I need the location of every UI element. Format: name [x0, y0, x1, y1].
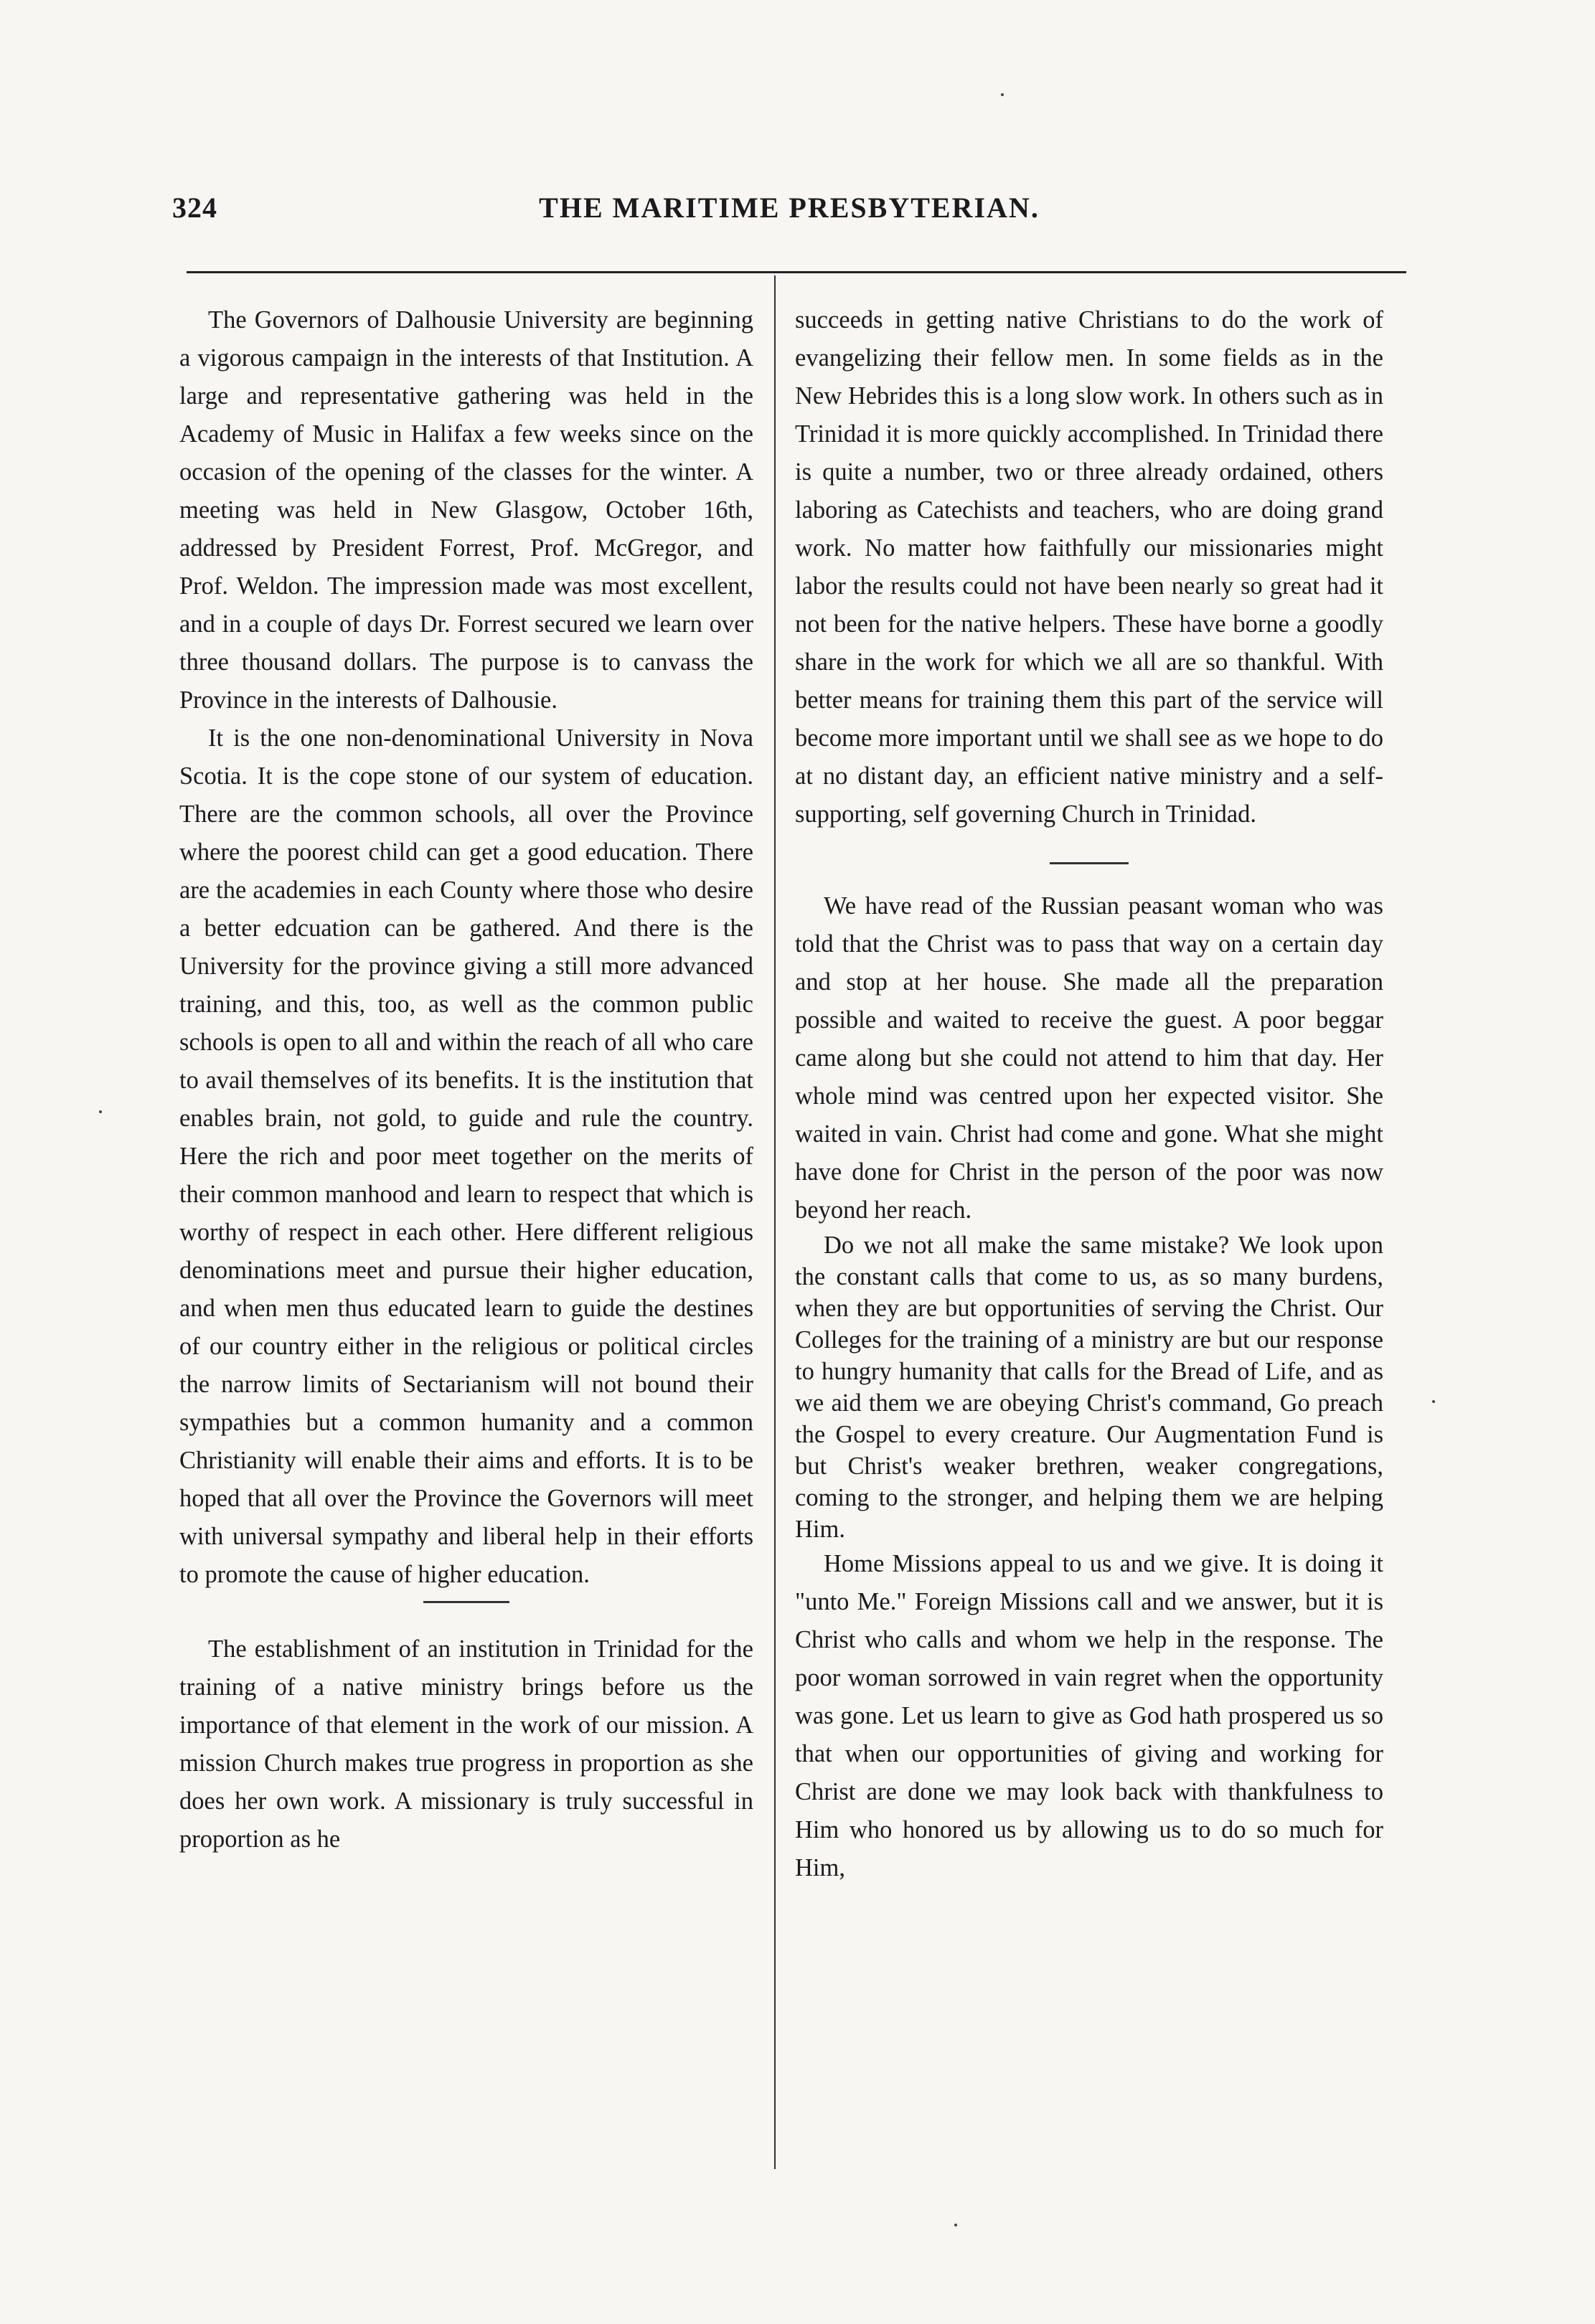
column-divider [774, 275, 776, 2169]
article-trinidad-continuation: succeeds in getting native Christians to do the work of evangelizing their fellow men. In some fields as in the New Hebrides this is a long slow work. In others such as in Trinidad it is more quickly accomplished. In Trinidad there is quite a number, two or three already ordained, others laboring as Catechists and teachers, who are doing grand work. No matter how faithfully our missionaries might labor the results could not have been nearly so great had it not been for the native helpers. These have borne a goodly share in the work for which we all are so thankful. With better means for training them this part of the service will become more important until we shall see as we hope to do at no distant day, an efficient native ministry and a self-supporting, self governing Church in Trinidad. [795, 306, 1383, 828]
article-dalhousie-paragraph-1: The Governors of Dalhousie University are beginning a vigorous campaign in the interests of that Institution. A large and representative gathering was held in the Academy of Music in Halifax a few weeks since on the occasion of the opening of the classes for the winter. A meeting was held in New Glasgow, October 16th, addressed by President Forrest, Prof. McGregor, and Prof. Weldon. The impression made was most excellent, and in a couple of days Dr. Forrest secured we learn over three thousand dollars. The purpose is to canvass the Province in the interests of Dalhousie. [179, 306, 753, 714]
print-speck [99, 1110, 102, 1113]
running-title: THE MARITIME PRESBYTERIAN. [539, 192, 1040, 224]
print-speck [954, 2224, 957, 2226]
page-number: 324 [172, 192, 217, 224]
article-peasant-paragraph-3: Home Missions appeal to us and we give. It is doing it "unto Me." Foreign Missions call and we answer, but it is Christ who calls and whom we help in the response. The poor woman sorrowed in vain regret when the opportunity was gone. Let us learn to give as God hath prospered us so that when our opportunities of giving and working for Christ are done we may look back with thankfulness to Him who honored us by allowing us to do so much for Him, [795, 1550, 1383, 1881]
section-separator [423, 1601, 509, 1603]
article-dalhousie-paragraph-2: It is the one non-denominational University in Nova Scotia. It is the cope stone of our system of education. There are the common schools, all over the Province where the poorest child can get a good education. There are the academies in each County where those who desire a better edcuation can be gathered. And there is the University for the province giving a still more advanced training, and this, too, as well as the common public schools is open to all and within the reach of all who care to avail themselves of its benefits. It is the institution that enables brain, not gold, to guide and rule the country. Here the rich and poor meet together on the merits of their common manhood and learn to respect that which is worthy of respect in each other. Here different religious denominations meet and pursue their higher education, and when men thus educated learn to guide the destines of our country either in the religious or political circles the narrow limits of Sectarianism will not bound their sympathies but a common humanity and a common Christianity will enable their aims and efforts. It is to be hoped that all over the Province the Governors will meet with universal sympathy and liberal help in their efforts to promote the cause of higher education. [179, 724, 753, 1588]
left-column [179, 301, 753, 1858]
print-speck [1001, 93, 1004, 96]
article-trinidad-paragraph-1: The establishment of an institution in Trinidad for the training of a native ministry brings before us the importance of that element in the work of our mission. A mission Church makes true progress in proportion as she does her own work. A missionary is truly successful in proportion as he [179, 1635, 753, 1853]
header-rule [187, 271, 1406, 273]
page-header [172, 191, 1406, 241]
article-peasant-paragraph-1: We have read of the Russian peasant woman who was told that the Christ was to pass that way on a certain day and stop at her house. She made all the preparation possible and waited to receive the guest. A poor beggar came along but she could not attend to him that day. Her whole mind was centred upon her expected visitor. She waited in vain. Christ had come and gone. What she might have done for Christ in the person of the poor was now beyond her reach. [795, 892, 1383, 1224]
print-speck [1432, 1400, 1435, 1403]
right-column [795, 301, 1383, 1887]
section-separator [1050, 862, 1129, 864]
article-peasant-paragraph-2: Do we not all make the same mistake? We look upon the constant calls that come to us, as so many burdens, when they are but opportunities of serving the Christ. Our Colleges for the training of a ministry are but our response to hungry humanity that calls for the Bread of Life, and as we aid them we are obeying Christ's command, Go preach the Gospel to every creature. Our Augmentation Fund is but Christ's weaker brethren, weaker congregations, coming to the stronger, and helping them we are helping Him. [795, 1232, 1383, 1543]
